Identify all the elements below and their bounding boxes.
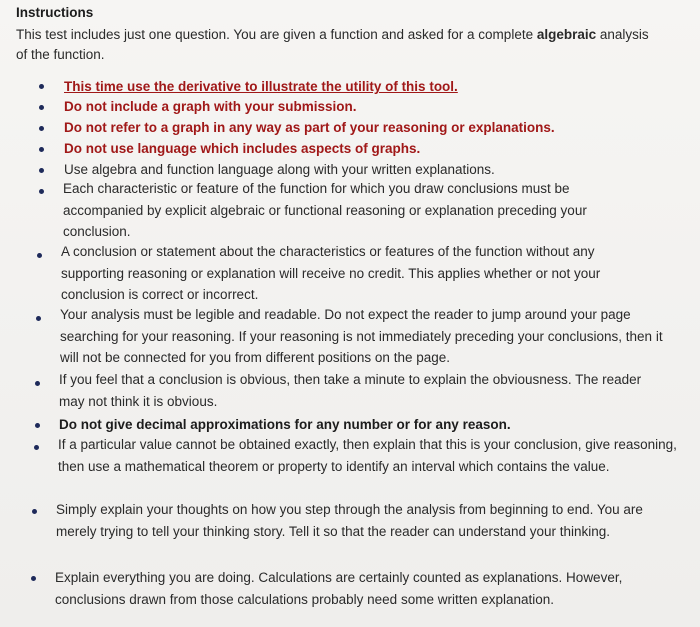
bullet-dot-icon [39, 84, 44, 89]
list-item-text: A conclusion or statement about the characteristics or features of the function without any supporting reasoning or explanation will receive no credit. This applies whether or not your conclusion is correct or incorrect. [61, 244, 601, 302]
list-item-text: Your analysis must be legible and readable. Do not expect the reader to jump around your page searching for your reasoning. If your reasoning is not immediately preceding your conclusions, then it will not be connected for you from different positions on the page. [60, 307, 663, 365]
list-item-text: Simply explain your thoughts on how you step through the analysis from beginning to end. You are merely trying to tell your thinking story. Tell it so that the reader can understand your thinking. [56, 502, 643, 539]
bullet-dot-icon [39, 105, 44, 110]
bullet-dot-icon [36, 316, 41, 321]
list-item-text: If you feel that a conclusion is obvious, then take a minute to explain the obviousness. The reader may not think it is obvious. [59, 372, 642, 409]
list-item-text: Do not give decimal approximations for any number or for any reason. [59, 417, 511, 432]
bullet-dot-icon [39, 147, 44, 152]
intro-text-start: This test includes just one question. You are given a function and asked for a complete [16, 27, 537, 42]
bullet-dot-icon [37, 253, 42, 258]
bullet-dot-icon [31, 576, 36, 581]
list-item-text: Do not include a graph with your submission. [64, 99, 357, 114]
list-item-text: Explain everything you are doing. Calculations are certainly counted as explanations. However, conclusions drawn from those calculations probably need some written explanation. [55, 570, 623, 607]
list-item-text: Do not refer to a graph in any way as part of your reasoning or explanations. [64, 120, 555, 135]
list-item-text: If a particular value cannot be obtained exactly, then explain that this is your conclusion, give reasoning, then use a mathematical theorem or property to identify an interval which contains the value. [58, 437, 677, 474]
bullet-dot-icon [35, 423, 40, 428]
list-item-text: Use algebra and function language along with your written explanations. [64, 162, 495, 177]
intro-text-end: analysis of the function. [16, 27, 649, 62]
list-item-text: Each characteristic or feature of the function for which you draw conclusions must be accompanied by explicit algebraic or functional reasoning or explanation preceding your conclusion. [63, 181, 587, 239]
bullet-dot-icon [35, 381, 40, 386]
list-item-text: This time use the derivative to illustrate the utility of this tool. [64, 79, 458, 94]
bullet-dot-icon [39, 168, 44, 173]
intro-text-bold: algebraic [536, 27, 597, 42]
list-item-text: Do not use language which includes aspects of graphs. [64, 141, 421, 156]
bullet-dot-icon [32, 509, 37, 514]
bullet-dot-icon [39, 126, 44, 131]
instructions-heading: Instructions [16, 5, 94, 20]
bullet-dot-icon [39, 189, 44, 194]
bullet-dot-icon [34, 445, 39, 450]
